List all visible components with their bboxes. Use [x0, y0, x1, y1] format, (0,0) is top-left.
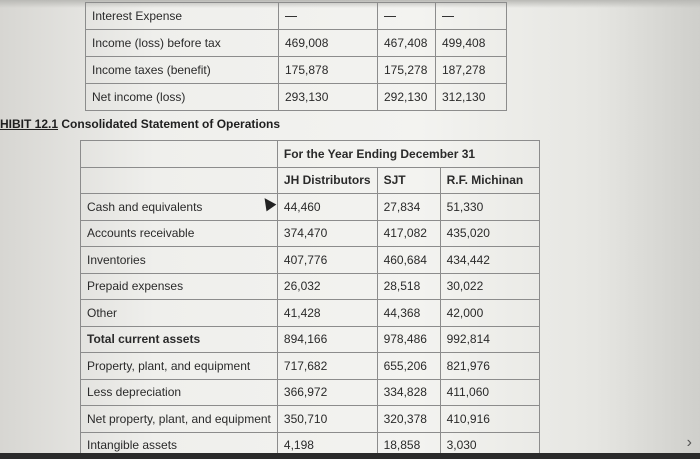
row-label: Inventories	[81, 247, 278, 274]
table-row	[81, 300, 540, 327]
empty-cell	[81, 167, 278, 194]
value-cell: 366,972	[277, 379, 377, 406]
value-cell: 51,330	[440, 194, 539, 221]
page-bottom-edge	[0, 453, 700, 459]
row-label: Net income (loss)	[86, 84, 279, 111]
chevron-right-icon[interactable]: ›	[686, 434, 692, 451]
value-cell: 18,858	[377, 432, 440, 459]
exhibit-heading: Consolidated Statement of Operations	[58, 117, 281, 131]
table-row	[86, 57, 507, 84]
row-label: Income taxes (benefit)	[86, 57, 279, 84]
table-row	[81, 273, 540, 300]
value-cell: 44,460	[277, 194, 377, 221]
value-cell: 894,166	[277, 326, 377, 353]
row-label: Net property, plant, and equipment	[81, 406, 278, 433]
dash-mark	[442, 16, 454, 17]
dash-cell	[436, 3, 507, 30]
table-row	[81, 353, 540, 380]
row-label: Property, plant, and equipment	[81, 353, 278, 380]
value-cell: 293,130	[279, 84, 378, 111]
table-row	[81, 194, 540, 221]
table-header-row	[81, 141, 540, 168]
table-row	[86, 84, 507, 111]
value-cell: 821,976	[440, 353, 539, 380]
value-cell: 411,060	[440, 379, 539, 406]
period-header: For the Year Ending December 31	[277, 141, 539, 168]
exhibit-title	[0, 117, 280, 131]
income-summary-table	[85, 2, 507, 111]
row-label: Income (loss) before tax	[86, 30, 279, 57]
row-label: Accounts receivable	[81, 220, 278, 247]
value-cell: 4,198	[277, 432, 377, 459]
row-label: Prepaid expenses	[81, 273, 278, 300]
value-cell: 334,828	[377, 379, 440, 406]
table-row	[81, 247, 540, 274]
row-label: Intangible assets	[81, 432, 278, 459]
value-cell: 992,814	[440, 326, 539, 353]
value-cell: 717,682	[277, 353, 377, 380]
value-cell: 26,032	[277, 273, 377, 300]
dash-cell	[279, 3, 378, 30]
value-cell: 469,008	[279, 30, 378, 57]
value-cell: 27,834	[377, 194, 440, 221]
value-cell: 187,278	[436, 57, 507, 84]
value-cell: 435,020	[440, 220, 539, 247]
column-header: SJT	[377, 167, 440, 194]
row-label: Less depreciation	[81, 379, 278, 406]
value-cell: 417,082	[377, 220, 440, 247]
value-cell: 460,684	[377, 247, 440, 274]
value-cell: 28,518	[377, 273, 440, 300]
table-row	[86, 30, 507, 57]
value-cell: 3,030	[440, 432, 539, 459]
row-label: Other	[81, 300, 278, 327]
dash-cell	[378, 3, 436, 30]
value-cell: 350,710	[277, 406, 377, 433]
value-cell: 320,378	[377, 406, 440, 433]
dash-mark	[285, 16, 297, 17]
table-row	[81, 406, 540, 433]
statement-table	[80, 140, 540, 459]
value-cell: 374,470	[277, 220, 377, 247]
row-label: Interest Expense	[86, 3, 279, 30]
value-cell: 407,776	[277, 247, 377, 274]
table-row	[86, 3, 507, 30]
value-cell: 410,916	[440, 406, 539, 433]
value-cell: 499,408	[436, 30, 507, 57]
row-label-total: Total current assets	[81, 326, 278, 353]
table-row	[81, 379, 540, 406]
value-cell: 41,428	[277, 300, 377, 327]
table-row	[81, 220, 540, 247]
value-cell: 434,442	[440, 247, 539, 274]
value-cell: 467,408	[378, 30, 436, 57]
value-cell: 175,878	[279, 57, 378, 84]
column-header-row	[81, 167, 540, 194]
empty-cell	[81, 141, 278, 168]
value-cell: 312,130	[436, 84, 507, 111]
value-cell: 44,368	[377, 300, 440, 327]
exhibit-number: HIBIT 12.1	[0, 117, 59, 131]
value-cell: 978,486	[377, 326, 440, 353]
table-row	[81, 326, 540, 353]
dash-mark	[384, 16, 396, 17]
value-cell: 292,130	[378, 84, 436, 111]
value-cell: 42,000	[440, 300, 539, 327]
value-cell: 30,022	[440, 273, 539, 300]
value-cell: 655,206	[377, 353, 440, 380]
column-header: R.F. Michinan	[440, 167, 539, 194]
column-header: JH Distributors	[277, 167, 377, 194]
row-label: Cash and equivalents	[81, 194, 278, 221]
value-cell: 175,278	[378, 57, 436, 84]
